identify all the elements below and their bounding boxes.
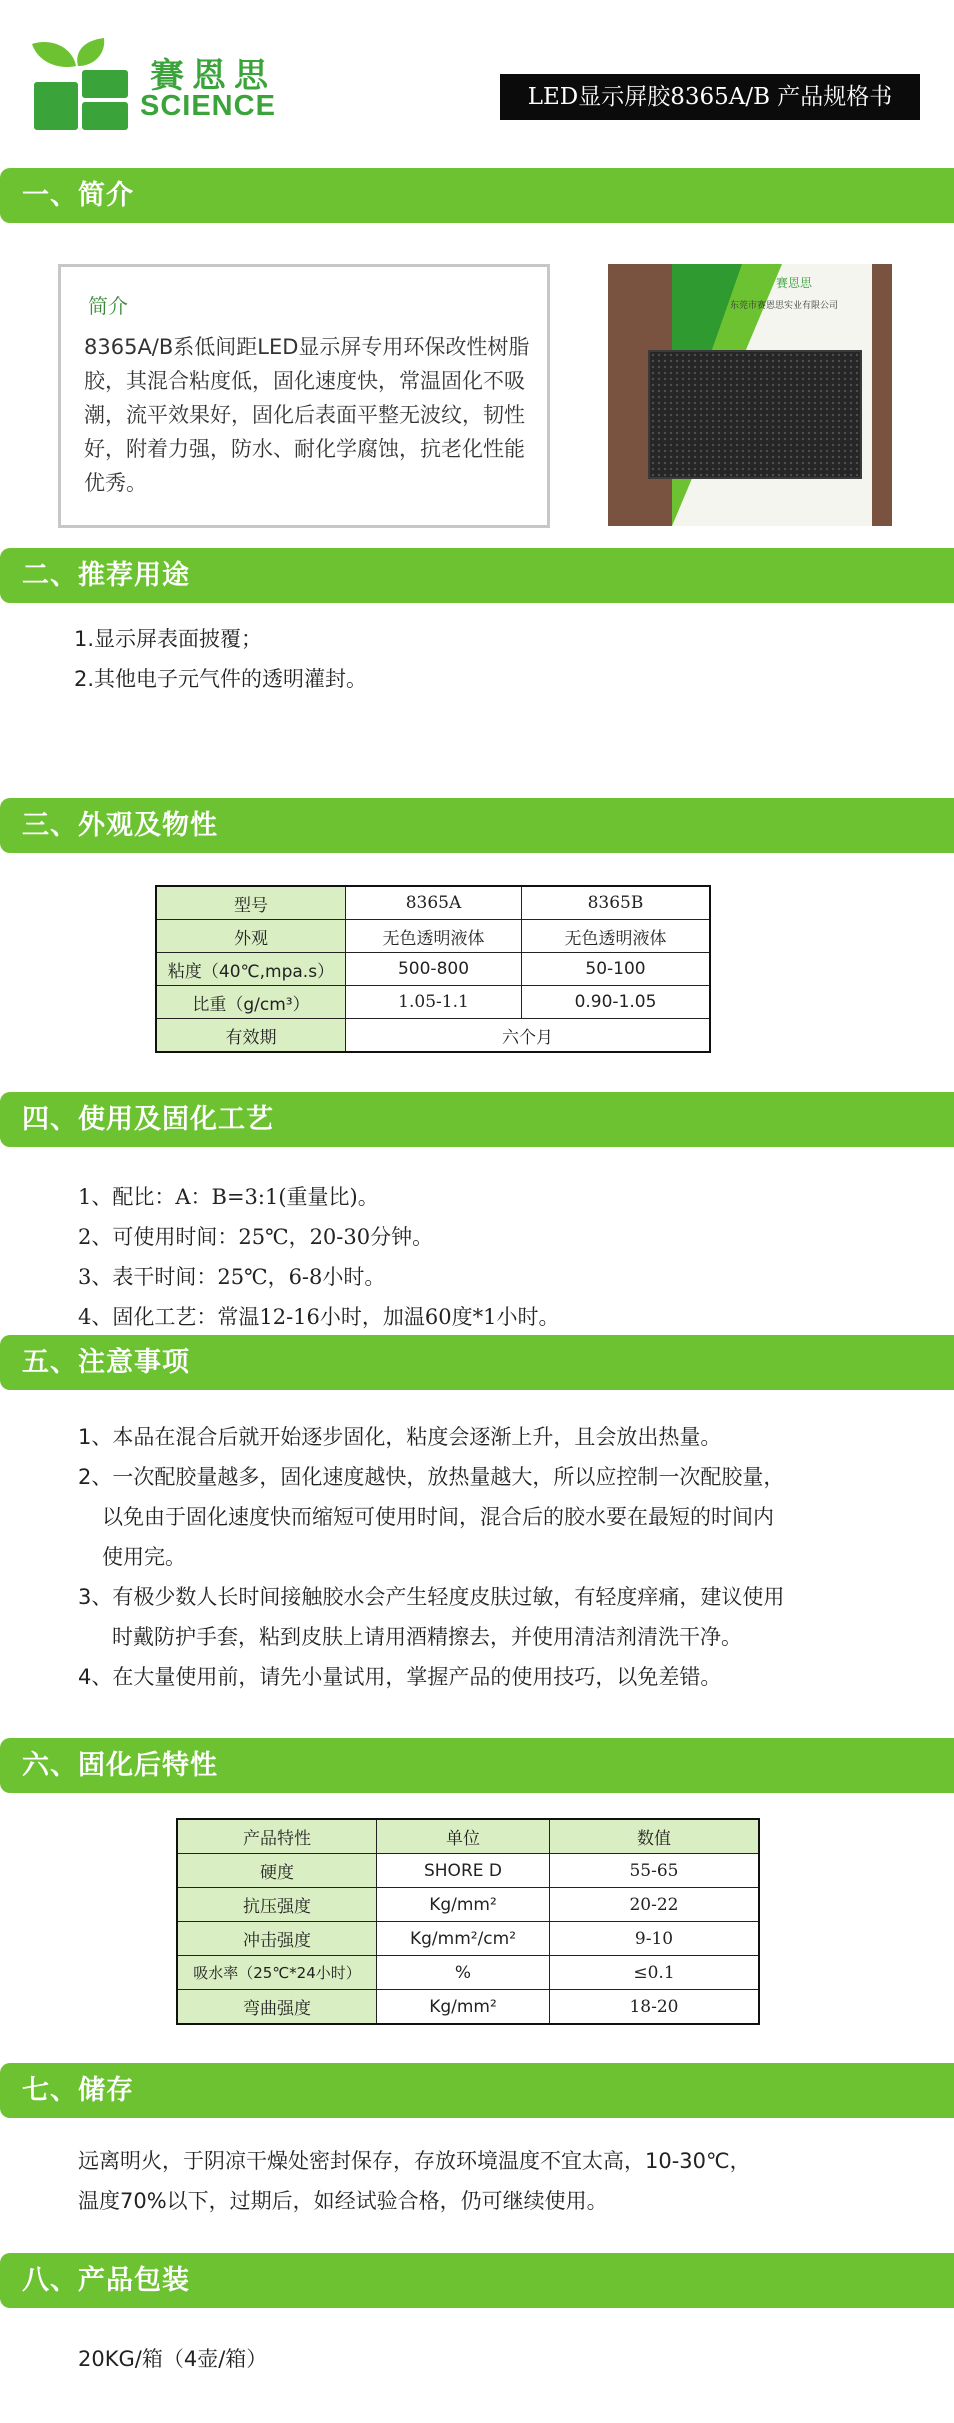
table-cell: Kg/mm² xyxy=(377,1990,550,2025)
product-photo xyxy=(608,264,892,526)
section-title: 一、简介 xyxy=(22,180,134,211)
photo-brand-label: 賽恩思 xyxy=(776,276,813,290)
table-row xyxy=(177,1854,759,1888)
table-cell: 1.05-1.1 xyxy=(346,986,522,1019)
section-header-packaging xyxy=(0,2253,954,2308)
table-row xyxy=(177,1990,759,2025)
section-header-intro xyxy=(0,168,954,223)
table-cell: Kg/mm²/cm² xyxy=(377,1922,550,1956)
led-panel-image xyxy=(648,350,862,479)
section-header-cured xyxy=(0,1738,954,1793)
table-cell: 硬度 xyxy=(177,1854,377,1888)
section-title: 三、外观及物性 xyxy=(22,810,218,841)
storage-line-2: 温度70%以下，过期后，如经试验合格，仍可继续使用。 xyxy=(78,2189,608,2213)
section-title: 八、产品包装 xyxy=(22,2265,190,2296)
storage-line-1: 远离明火，于阴凉干燥处密封保存，存放环境温度不宜太高，10-30℃， xyxy=(78,2149,751,2173)
note-line-3: 以免由于固化速度快而缩短可使用时间，混合后的胶水要在最短的时间内 xyxy=(102,1505,774,1529)
table-cell: 弯曲强度 xyxy=(177,1990,377,2025)
brand-name-cn: 賽恩思 xyxy=(150,56,276,96)
table-row xyxy=(156,920,710,953)
table-cell: 500-800 xyxy=(346,953,522,986)
table-row xyxy=(177,1888,759,1922)
table-cell: 外观 xyxy=(156,920,346,953)
table-row xyxy=(156,986,710,1019)
brand-logo-icon xyxy=(30,36,138,134)
table-cell: 20-22 xyxy=(550,1888,760,1922)
table-row xyxy=(156,953,710,986)
section-header-storage xyxy=(0,2063,954,2118)
table-cell: 抗压强度 xyxy=(177,1888,377,1922)
note-line-7: 4、在大量使用前，请先小量试用，掌握产品的使用技巧，以免差错。 xyxy=(78,1665,722,1689)
process-item-1: 1、配比：A：B=3:1(重量比)。 xyxy=(78,1185,379,1209)
table-cell: 有效期 xyxy=(156,1019,346,1053)
intro-text: 8365A/B系低间距LED显示屏专用环保改性树脂胶，其混合粘度低，固化速度快，常温固化不吸潮，流平效果好，固化后表面平整无波纹，韧性好，附着力强，防水、耐化学腐蚀，抗老化性能优秀。 xyxy=(84,335,530,495)
table-cell: SHORE D xyxy=(377,1854,550,1888)
process-item-2: 2、可使用时间：25℃，20-30分钟。 xyxy=(78,1225,434,1249)
packaging-text: 20KG/箱（4壶/箱） xyxy=(78,2347,268,2371)
table-cell: 0.90-1.05 xyxy=(522,986,711,1019)
use-item-1: 1.显示屏表面披覆； xyxy=(74,627,263,651)
table-cell: 吸水率（25℃*24小时） xyxy=(177,1956,377,1990)
table-cell: 8365A xyxy=(346,886,522,920)
intro-title: 简介 xyxy=(88,294,128,318)
table-header-cell: 产品特性 xyxy=(177,1819,377,1854)
table-row xyxy=(177,1956,759,1990)
table-cell: 粘度（40℃,mpa.s） xyxy=(156,953,346,986)
table-cell: 无色透明液体 xyxy=(522,920,711,953)
table-cell: 55-65 xyxy=(550,1854,760,1888)
note-line-5: 3、有极少数人长时间接触胶水会产生轻度皮肤过敏，有轻度痒痛，建议使用 xyxy=(78,1585,785,1609)
section-header-properties xyxy=(0,798,954,853)
table-header-cell: 单位 xyxy=(377,1819,550,1854)
table-cell: 比重（g/cm³） xyxy=(156,986,346,1019)
note-line-6: 时戴防护手套，粘到皮肤上请用酒精擦去，并使用清洁剂清洗干净。 xyxy=(112,1625,742,1649)
table-cell: 50-100 xyxy=(522,953,711,986)
section-header-uses xyxy=(0,548,954,603)
process-item-4: 4、固化工艺：常温12-16小时，加温60度*1小时。 xyxy=(78,1305,560,1329)
brand-name-en: SCIENCE xyxy=(140,90,276,122)
table-cell: 9-10 xyxy=(550,1922,760,1956)
cured-properties-table xyxy=(176,1818,760,2025)
table-cell: 六个月 xyxy=(346,1019,711,1053)
properties-table xyxy=(155,885,711,1053)
process-item-3: 3、表干时间：25℃，6-8小时。 xyxy=(78,1265,386,1289)
note-line-1: 1、本品在混合后就开始逐步固化，粘度会逐渐上升，且会放出热量。 xyxy=(78,1425,722,1449)
section-title: 七、储存 xyxy=(22,2075,134,2106)
section-title: 五、注意事项 xyxy=(22,1347,190,1378)
table-header-row xyxy=(177,1819,759,1854)
section-title: 六、固化后特性 xyxy=(22,1750,218,1781)
table-cell: 无色透明液体 xyxy=(346,920,522,953)
document-title: LED显示屏胶8365A/B 产品规格书 xyxy=(500,74,920,120)
table-cell: % xyxy=(377,1956,550,1990)
use-item-2: 2.其他电子元气件的透明灌封。 xyxy=(74,667,368,691)
table-cell: 18-20 xyxy=(550,1990,760,2025)
table-row xyxy=(156,886,710,920)
section-title: 二、推荐用途 xyxy=(22,560,190,591)
table-header-cell: 数值 xyxy=(550,1819,760,1854)
table-cell: 型号 xyxy=(156,886,346,920)
section-header-notes xyxy=(0,1335,954,1390)
table-cell: Kg/mm² xyxy=(377,1888,550,1922)
photo-company-label: 东莞市赛恩思实业有限公司 xyxy=(730,301,839,311)
section-header-process xyxy=(0,1092,954,1147)
note-line-4: 使用完。 xyxy=(102,1545,186,1569)
table-cell: 冲击强度 xyxy=(177,1922,377,1956)
table-row xyxy=(177,1922,759,1956)
table-cell: ≤0.1 xyxy=(550,1956,760,1990)
section-title: 四、使用及固化工艺 xyxy=(22,1104,274,1135)
table-cell: 8365B xyxy=(522,886,711,920)
table-row xyxy=(156,1019,710,1053)
note-line-2: 2、一次配胶量越多，固化速度越快，放热量越大，所以应控制一次配胶量， xyxy=(78,1465,785,1489)
